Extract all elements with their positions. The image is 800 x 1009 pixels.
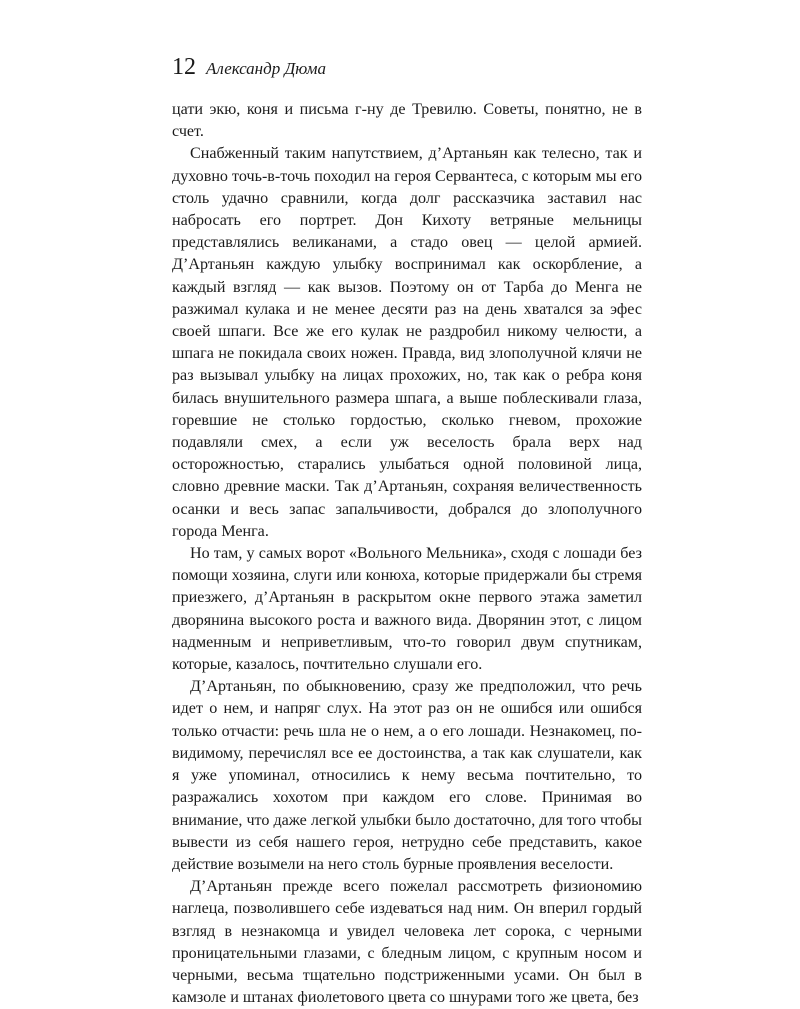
paragraph-continued: цати экю, коня и письма г-ну де Тревилю. Советы, понятно, не в счет. (172, 101, 642, 141)
running-title: Александр Дюма (206, 59, 326, 78)
paragraph: Снабженный таким напутствием, д’Артаньян как телесно, так и духовно точь-в-точь походил на героя Сервантеса, с которым мы его столь удачно сравнили, когда долг рассказчика заставил нас набросать его портрет. Дон Кихоту ветряные мельницы представлялись великанами, а стадо овец — целой армией. Д’Артаньян каждую улыбку воспринимал как оскорбление, а каждый взгляд — как вызов. Поэтому он от Тарба до Менга не разжимал кулака и не менее десяти раз на день хватался за эфес своей шпаги. Все же его кулак не раздробил никому челюсти, а шпага не покидала своих ножен. Правда, вид злополучной клячи не раз вызывал улыбку на лицах прохожих, но, так как о ребра коня билась внушительного размера шпага, а выше поблескивали глаза, горевшие не столько гордостью, сколько гневом, прохожие подавляли смех, а если уж веселость брала верх над осторожностью, старались улыбаться одной половиной лица, словно древние маски. Так д’Артаньян, сохраняя величественность осанки и весь запас запальчивости, добрался до злополучного города Менга. (172, 145, 642, 540)
book-page (172, 55, 642, 1009)
paragraph: Но там, у самых ворот «Вольного Мельника», сходя с лошади без помощи хозяина, слуги или конюха, которые придержали бы стремя приезжего, д’Артаньян в раскрытом окне первого этажа заметил дворянина высокого роста и важного вида. Дворянин этот, с лицом надменным и неприветливым, что-то говорил двум спутникам, которые, казалось, почтительно слушали его. (172, 545, 642, 674)
paragraph: Д’Артаньян прежде всего пожелал рассмотреть физиономию наглеца, позволившего себе издеваться над ним. Он вперил гордый взгляд в незнакомца и увидел человека лет сорока, с черными проницательными глазами, с бледным лицом, с крупным носом и черными, весьма тщательно подстриженными усами. Он был в камзоле и штанах фиолетового цвета со шнурами того же цвета, без (172, 878, 642, 1007)
running-head (172, 55, 642, 95)
paragraph: Д’Артаньян, по обыкновению, сразу же предположил, что речь идет о нем, и напряг слух. На этот раз он не ошибся или ошибся только отчасти: речь шла не о нем, а о его лошади. Незнакомец, по-видимому, перечислял все ее достоинства, а так как слушатели, как я уже упоминал, относились к нему весьма почтительно, то разражались хохотом при каждом его слове. Принимая во внимание, что даже легкой улыбки было достаточно, для того чтобы вывести из себя нашего героя, нетрудно себе представить, какое действие возымели на него столь бурные проявления веселости. (172, 678, 642, 873)
page-number: 12 (172, 54, 196, 80)
body-text (172, 99, 642, 1009)
